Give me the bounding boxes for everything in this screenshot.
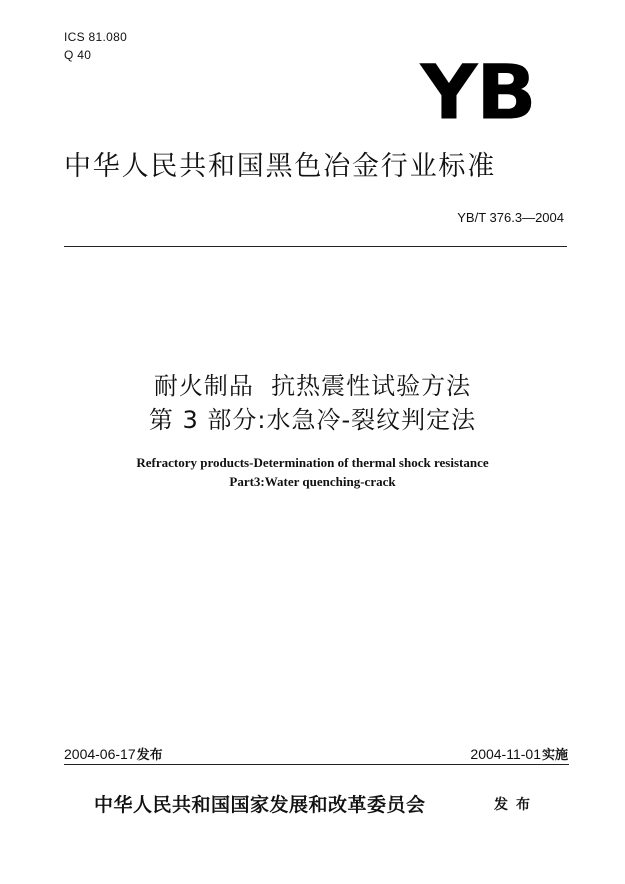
- publish-label: 发布: [494, 797, 538, 813]
- zh-title-line2: 第 3 部分:水急冷-裂纹判定法: [148, 406, 477, 434]
- yb-logo: YB: [420, 48, 535, 137]
- footer-divider: [64, 764, 569, 765]
- ccs-code: Q 40: [64, 48, 92, 62]
- issue-date: [64, 744, 163, 763]
- header-divider: [64, 246, 567, 247]
- implementation-date: [380, 744, 568, 763]
- en-title-line1: Refractory products-Determination of thermal shock resistance: [136, 455, 489, 470]
- issue-date-suffix: 发布: [136, 748, 163, 763]
- issue-date-value: 2004-06-17: [64, 746, 136, 762]
- en-title-line2: Part3:Water quenching-crack: [229, 474, 396, 489]
- issuer-title: 中华人民共和国黑色冶金行业标准: [64, 151, 496, 182]
- standard-number: YB/T 376.3—2004: [457, 210, 564, 225]
- implementation-date-suffix: 实施: [541, 748, 568, 763]
- issuing-authority: 中华人民共和国国家发展和改革委员会: [94, 794, 426, 816]
- zh-title-line1: 耐火制品 抗热震性试验方法: [153, 372, 472, 400]
- ics-code: ICS 81.080: [64, 30, 128, 44]
- implementation-date-value: 2004-11-01: [470, 746, 541, 762]
